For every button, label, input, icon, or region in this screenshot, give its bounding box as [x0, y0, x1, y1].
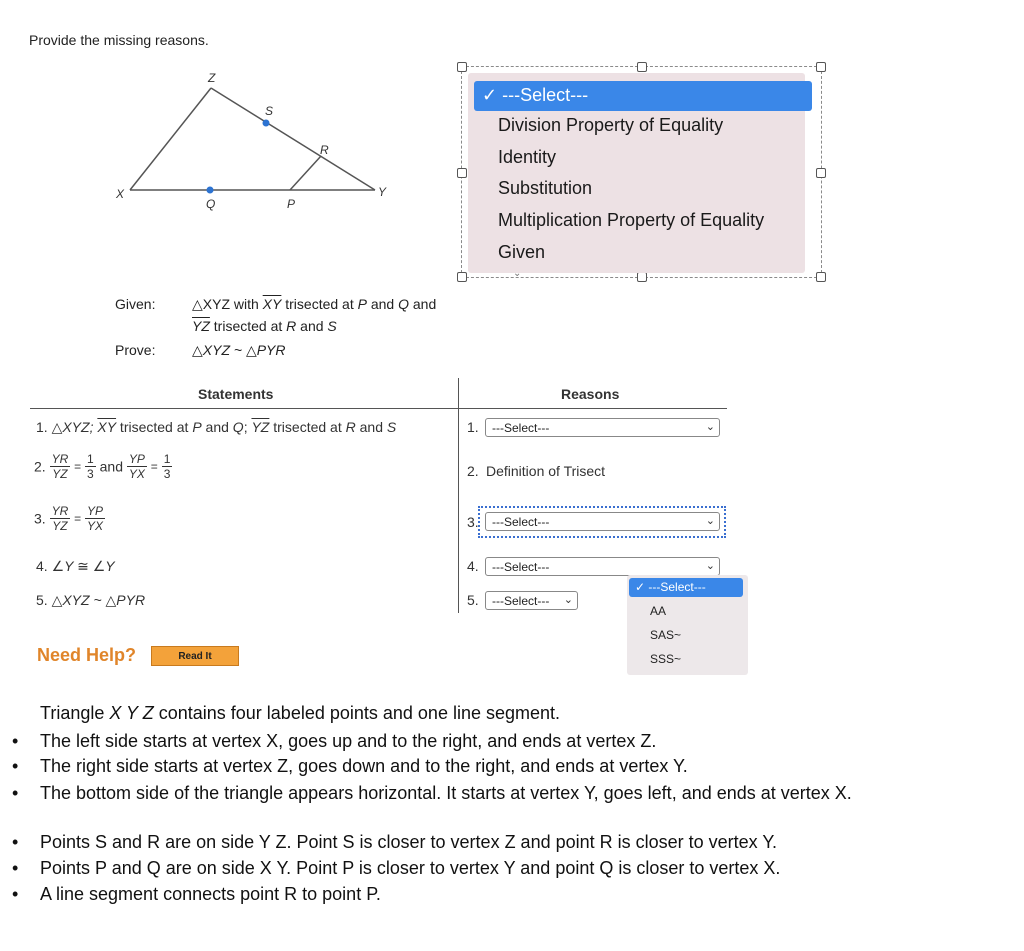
statement-4: 4. ∠Y ≅ ∠Y [36, 558, 115, 574]
table-divider-vertical [458, 378, 459, 613]
table-divider-horizontal [30, 408, 727, 409]
given-text: △XYZ with $\overline{XY}$ trisected at P and Q and $\overline{YZ}$ trisected at R and S [192, 296, 437, 334]
segment-rp [290, 156, 321, 190]
reason-2-number: 2. [467, 463, 479, 479]
label-s: S [265, 104, 274, 118]
chevron-down-icon: ⌄ [705, 560, 715, 572]
side-zy [211, 88, 375, 190]
chevron-down-icon: ⌄ [563, 594, 573, 606]
reason-4-number: 4. [467, 558, 479, 574]
label-y: Y [378, 185, 387, 199]
reason-3-select[interactable]: ---Select--- ⌄ [485, 512, 720, 531]
point-s [263, 120, 270, 127]
option-given[interactable]: Given [498, 242, 546, 262]
list-item: • The right side starts at vertex Z, goes down and to the right, and ends at vertex Y. [12, 756, 688, 776]
option-sss[interactable]: SSS~ [650, 652, 682, 666]
reason-2-text: Definition of Trisect [486, 463, 606, 479]
reason-dropdown-popup[interactable] [461, 66, 822, 278]
label-r: R [320, 143, 329, 157]
reason-5-dropdown-popup[interactable] [627, 575, 748, 675]
side-xz [130, 88, 211, 190]
prove-text: △XYZ ~ △PYR [192, 342, 286, 358]
reason-5-select[interactable]: ---Select--- ⌄ [485, 591, 578, 610]
label-p: P [287, 197, 296, 211]
statement-3: 3. $\frac{YR}{YZ}$ = $\frac{YP}{YX}$ [34, 504, 104, 533]
need-help-label: Need Help? [37, 645, 137, 665]
resize-handle[interactable] [816, 62, 826, 72]
resize-handle[interactable] [816, 168, 826, 178]
reason-1-select[interactable]: ---Select--- ⌄ [485, 418, 720, 437]
chevron-down-icon: ⌄ [513, 268, 522, 279]
list-item: • The bottom side of the triangle appears horizontal. It starts at vertex Y, goes left, and ends at vertex X. [12, 783, 852, 803]
resize-handle[interactable] [637, 272, 647, 282]
reason-5-number: 5. [467, 592, 479, 608]
option-aa[interactable]: AA [650, 604, 667, 618]
reasons-header: Reasons [561, 386, 620, 402]
label-z: Z [208, 71, 216, 85]
statement-2: 2. $\frac{YR}{YZ}$ = $\frac{1}{3}$ and $\frac{YP}{YX}$ = $\frac{1}{3}$ [34, 452, 171, 481]
chevron-down-icon: ⌄ [705, 421, 715, 433]
triangle-diagram [100, 60, 410, 220]
list-item: • The left side starts at vertex X, goes up and to the right, and ends at vertex Z. [12, 731, 657, 751]
label-q: Q [206, 197, 216, 211]
option-select-placeholder[interactable]: ✓ ---Select--- [474, 81, 812, 111]
resize-handle[interactable] [637, 62, 647, 72]
reason-1-number: 1. [467, 419, 479, 435]
option-identity[interactable]: Identity [498, 147, 557, 167]
instruction-text: Provide the missing reasons. [29, 32, 209, 48]
statement-5: 5. △XYZ ~ △PYR [36, 592, 146, 608]
resize-handle[interactable] [816, 272, 826, 282]
list-item: • Points S and R are on side Y Z. Point S is closer to vertex Z and point R is closer to vertex Y. [12, 832, 778, 852]
description-intro: Triangle X Y Z contains four labeled points and one line segment. [40, 703, 561, 723]
option-substitution[interactable]: Substitution [498, 178, 593, 198]
resize-handle[interactable] [457, 62, 467, 72]
statements-header: Statements [198, 386, 274, 402]
point-q [207, 187, 214, 194]
chevron-down-icon: ⌄ [705, 515, 715, 527]
resize-handle[interactable] [457, 168, 467, 178]
prove-label: Prove: [115, 342, 156, 358]
option-select-placeholder[interactable]: ✓ ---Select--- [629, 578, 743, 597]
label-x: X [116, 187, 125, 201]
resize-handle[interactable] [457, 272, 467, 282]
list-item: • A line segment connects point R to point P. [12, 884, 381, 904]
option-multiplication-property[interactable]: Multiplication Property of Equality [498, 210, 765, 230]
option-sas[interactable]: SAS~ [650, 628, 682, 642]
reason-3-number: 3. [467, 514, 479, 530]
list-item: • Points P and Q are on side X Y. Point P is closer to vertex Y and point Q is closer to vertex X. [12, 858, 781, 878]
reason-4-select[interactable]: ---Select--- ⌄ [485, 557, 720, 576]
given-label: Given: [115, 296, 156, 312]
read-it-button[interactable]: Read It [151, 646, 239, 666]
popup-list [468, 73, 805, 273]
statement-1: 1. △XYZ; $\overline{XY}$ trisected at P and Q; $\overline{YZ}$ trisected at R and S [36, 419, 397, 435]
option-division-property[interactable]: Division Property of Equality [498, 115, 724, 135]
